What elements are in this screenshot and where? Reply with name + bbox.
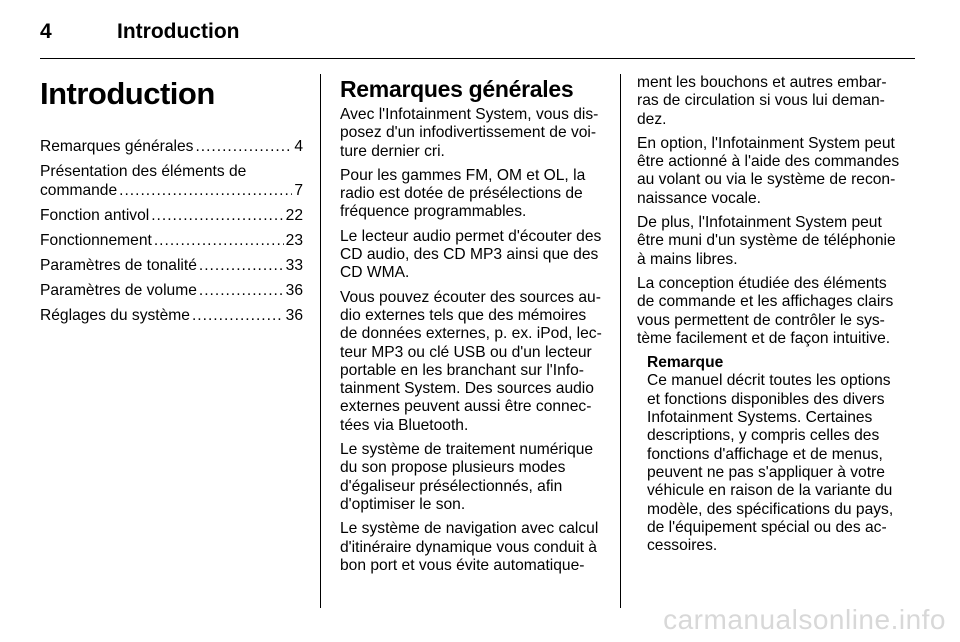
toc-leader-dots xyxy=(199,256,284,275)
toc-title: Paramètres de tonalité xyxy=(40,257,197,274)
toc-leader-dots xyxy=(119,181,292,200)
note-text: Ce manuel décrit toutes les options et fonctions disponibles des divers Infotainment Systems. Certaines descriptions, y compris celles des fonctions d'affichage et de menus, peuvent ne pas s'appliquer à votre véhicule en raison de la variante du modèle, des spécifications du pays, de l'équipement spécial ou des ac-cessoires. xyxy=(647,372,894,555)
toc-leader-dots xyxy=(151,206,283,225)
toc-title: Fonctionnement xyxy=(40,232,152,249)
toc-leader-dots xyxy=(195,137,292,156)
toc-page: 36 xyxy=(285,282,303,299)
toc-title: Réglages du système xyxy=(40,307,190,324)
toc-item-fonction-antivol[interactable] xyxy=(40,206,303,225)
right-column xyxy=(637,74,902,555)
chapter-heading: Introduction xyxy=(40,76,215,111)
toc-item-fonctionnement[interactable] xyxy=(40,231,303,250)
header-title: Introduction xyxy=(117,20,240,43)
body-paragraph: Vous pouvez écouter des sources au-dio externes tels que des mémoires de données externes, p. ex. iPod, lec-teur MP3 ou clé USB ou d'un lecteur portable en les branchant sur l'Info-tainment System. Des sources audio externes peuvent aussi être connec-tées via Bluetooth. xyxy=(340,288,602,434)
toc-item-parametres-tonalite[interactable] xyxy=(40,256,303,275)
body-paragraph: Le système de traitement numérique du son propose plusieurs modes d'égaliseur présélectionnés, afin d'optimiser le son. xyxy=(340,441,594,513)
page-header xyxy=(40,18,915,59)
toc-title: Remarques générales xyxy=(40,138,194,155)
note-title: Remarque xyxy=(647,354,724,372)
body-paragraph: ment les bouchons et autres embar-ras de circulation si vous lui deman-dez. xyxy=(637,74,887,128)
toc-page: 23 xyxy=(285,232,303,249)
body-paragraph: En option, l'Infotainment System peut être actionné à l'aide des commandes au volant ou via le système de recon-naissance vocale. xyxy=(637,134,900,207)
toc-item-remarques-generales[interactable] xyxy=(40,137,303,156)
column-divider xyxy=(320,74,321,608)
body-paragraph: Pour les gammes FM, OM et OL, la radio est dotée de présélections de fréquence programmables. xyxy=(340,166,586,221)
body-paragraph: Le système de navigation avec calcul d'itinéraire dynamique vous conduit à bon port et vous évite automatique- xyxy=(340,520,599,574)
toc-page: 7 xyxy=(294,182,303,199)
body-paragraph: Le lecteur audio permet d'écouter des CD audio, des CD MP3 ainsi que des CD WMA. xyxy=(340,227,602,282)
toc-item-reglages-systeme[interactable] xyxy=(40,306,303,325)
column-divider xyxy=(620,74,621,608)
note-box xyxy=(647,354,902,555)
toc-title: Présentation des éléments de xyxy=(40,163,247,180)
toc-title: Paramètres de volume xyxy=(40,282,197,299)
toc-page: 22 xyxy=(285,207,303,224)
section-heading: Remarques générales xyxy=(340,76,574,102)
toc-leader-dots xyxy=(199,281,284,300)
toc-page: 36 xyxy=(285,307,303,324)
toc-title: commande xyxy=(40,182,118,199)
page-number: 4 xyxy=(40,20,52,43)
toc-item-parametres-volume[interactable] xyxy=(40,281,303,300)
toc-leader-dots xyxy=(154,231,284,250)
toc-leader-dots xyxy=(192,306,284,325)
body-paragraph: De plus, l'Infotainment System peut être muni d'un système de téléphonie à mains libres. xyxy=(637,214,896,268)
body-paragraph: Avec l'Infotainment System, vous dis-posez d'un infodivertissement de voi-ture dernier cri. xyxy=(340,106,599,160)
toc-item-presentation[interactable] xyxy=(40,162,303,200)
watermark: carmanualsonline.info xyxy=(663,604,946,635)
table-of-contents xyxy=(40,137,303,325)
middle-column xyxy=(340,74,604,581)
toc-page: 33 xyxy=(285,257,303,274)
toc-title: Fonction antivol xyxy=(40,207,150,224)
body-paragraph: La conception étudiée des éléments de commande et les affichages clairs vous permettent de contrôler le sys-tème facilement et de façon intuitive. xyxy=(637,274,894,347)
toc-page: 4 xyxy=(294,138,303,155)
left-column xyxy=(40,74,303,331)
